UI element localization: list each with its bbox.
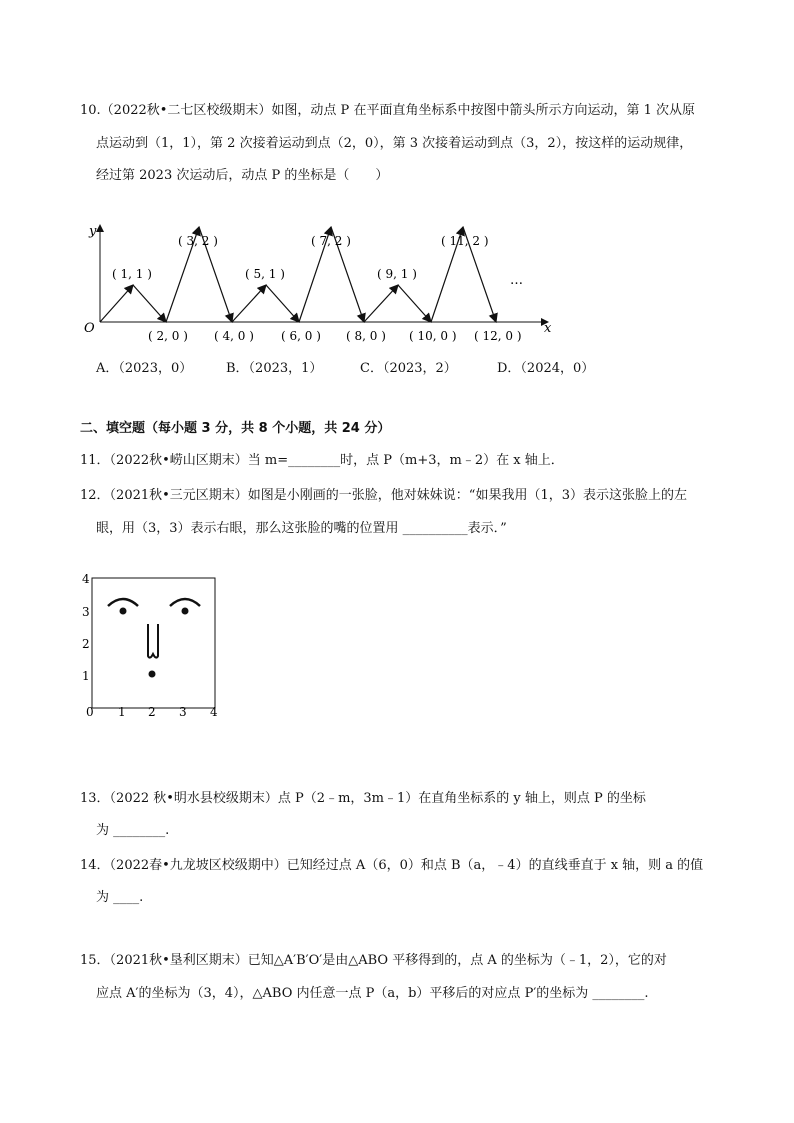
q12-face-grid xyxy=(78,570,228,720)
y-axis-label: y xyxy=(89,224,97,239)
left-eye xyxy=(120,608,127,615)
q13-line-2: 为 ________. xyxy=(96,823,170,838)
point-label: ( 12, 0 ) xyxy=(474,329,522,343)
point-label: ( 3, 2 ) xyxy=(178,234,218,248)
q10-line-1: 10.（2022秋•二七区校级期末）如图，动点 P 在平面直角坐标系中按图中箭头所示方向运动，第 1 次从原 xyxy=(80,103,695,118)
x-tick: 3 xyxy=(179,705,187,719)
q15-line-2: 应点 A′的坐标为（3，4），△ABO 内任意一点 P（a，b）平移后的对应点 P′的坐标为 ________. xyxy=(96,986,649,1001)
mouth xyxy=(149,671,156,678)
zigzag-path xyxy=(100,227,496,322)
ellipsis: … xyxy=(510,273,523,288)
x-tick: 1 xyxy=(118,705,126,719)
point-label: ( 4, 0 ) xyxy=(214,329,254,343)
right-eyebrow xyxy=(170,599,200,606)
q10-line-3: 经过第 2023 次运动后，动点 P 的坐标是（ ） xyxy=(96,168,389,183)
point-label: ( 6, 0 ) xyxy=(281,329,321,343)
q14-line-2: 为 ____. xyxy=(96,890,144,905)
x-tick: 4 xyxy=(210,705,218,719)
point-label: ( 1, 1 ) xyxy=(112,267,152,281)
q11-text: 11．（2022秋•崂山区期末）当 m=________时，点 P（m+3，m﹣2）在 x 轴上． xyxy=(80,453,564,468)
option-a[interactable]: A．（2023，0） xyxy=(96,361,193,376)
q12-line-1: 12．（2021秋•三元区期末）如图是小刚画的一张脸，他对妹妹说：“如果我用（1，3）表示这张脸上的左 xyxy=(80,488,687,503)
q13-line-1: 13．（2022 秋•明水县校级期末）点 P（2﹣m，3m﹣1）在直角坐标系的 y 轴上，则点 P 的坐标 xyxy=(80,791,646,806)
y-tick: 2 xyxy=(82,637,90,651)
q14-line-1: 14．（2022春•九龙坡区校级期中）已知经过点 A（6，0）和点 B（a，﹣4）的直线垂直于 x 轴，则 a 的值 xyxy=(80,858,704,873)
section-heading: 二、填空题（每小题 3 分，共 8 个小题，共 24 分） xyxy=(80,421,391,436)
point-label: ( 11, 2 ) xyxy=(441,234,489,248)
right-eye xyxy=(182,608,189,615)
option-d[interactable]: D．（2024，0） xyxy=(497,361,595,376)
x-tick: 2 xyxy=(148,705,156,719)
y-tick: 3 xyxy=(82,605,90,619)
point-label: ( 8, 0 ) xyxy=(346,329,386,343)
q10-zigzag-diagram xyxy=(78,215,558,345)
q15-line-1: 15．（2021秋•垦利区期末）已知△A′B′O′是由△ABO 平移得到的，点 A 的坐标为（﹣1，2），它的对 xyxy=(80,953,667,968)
x-axis-label: x xyxy=(544,321,552,336)
option-b[interactable]: B．（2023，1） xyxy=(226,361,323,376)
origin-label: O xyxy=(84,321,95,336)
left-eyebrow xyxy=(108,599,138,606)
nose xyxy=(148,624,158,658)
point-label: ( 7, 2 ) xyxy=(311,234,351,248)
point-label: ( 9, 1 ) xyxy=(377,267,417,281)
x-tick: 0 xyxy=(86,705,94,719)
point-label: ( 5, 1 ) xyxy=(245,267,285,281)
q10-line-2: 点运动到（1，1），第 2 次接着运动到点（2，0），第 3 次接着运动到点（3，2），按这样的运动规律， xyxy=(96,136,693,151)
y-tick: 1 xyxy=(82,669,90,683)
y-tick: 4 xyxy=(82,572,90,586)
point-label: ( 10, 0 ) xyxy=(409,329,457,343)
q12-line-2: 眼，用（3，3）表示右眼，那么这张脸的嘴的位置用 __________表示．” xyxy=(96,521,507,536)
point-label: ( 2, 0 ) xyxy=(148,329,188,343)
option-c[interactable]: C．（2023，2） xyxy=(360,361,457,376)
